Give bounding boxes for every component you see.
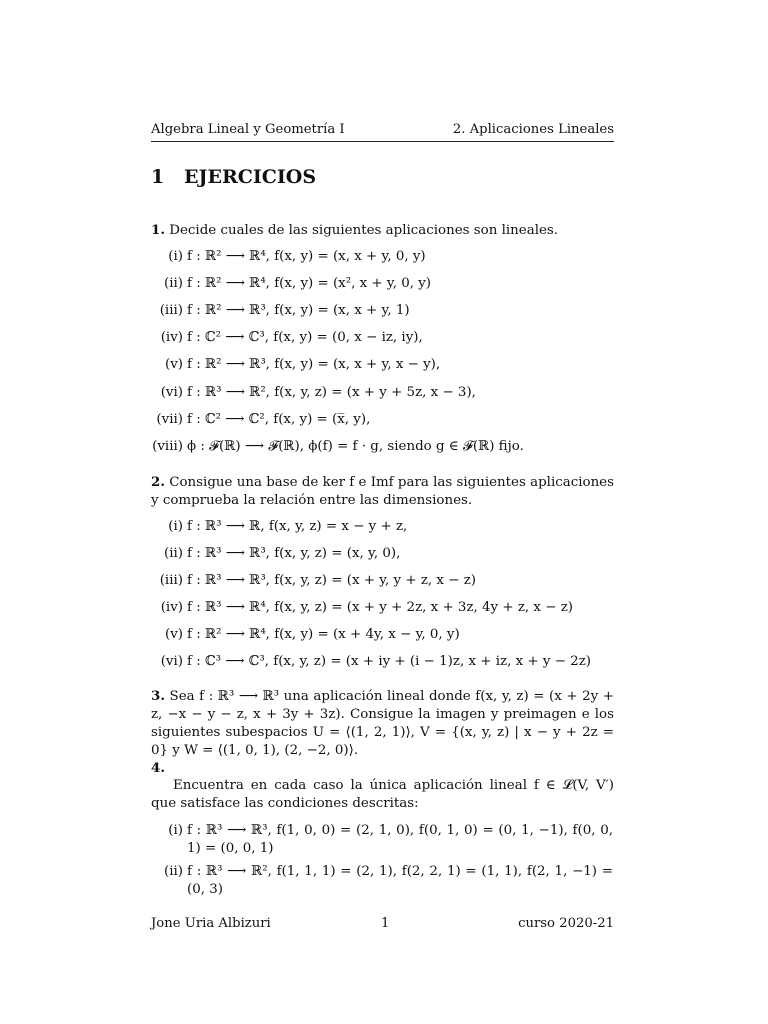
- exercise-4-number: 4.: [151, 760, 165, 776]
- exercise-3-text: Sea f : ℝ³ ⟶ ℝ³ una aplicación lineal donde f(x, y, z) = (x + 2y + z, −x − y − z, x + 3y + 3z). Consigue la imagen y preimagen e los siguientes subespacios U = ⟨(1, 2, 1)⟩, V = {(x, y, z) | x − y + 2z = 0} y W = ⟨(1, 0, 1), (2, −2, 0)⟩.: [151, 689, 614, 758]
- item-label: (iv): [160, 600, 183, 615]
- item-text: f : ℝ³ ⟶ ℝ², f(x, y, z) = (x + y + 5z, x − 3),: [187, 385, 476, 400]
- item-label: (vi): [160, 654, 183, 669]
- exercise-3-number: 3.: [151, 688, 165, 704]
- section-heading: [151, 166, 316, 188]
- item-text: f : ℝ³ ⟶ ℝ³, f(1, 0, 0) = (2, 1, 0), f(0, 1, 0) = (0, 1, −1), f(0, 0, 1) = (0, 0, 1): [187, 823, 613, 856]
- item-label: (vii): [156, 412, 183, 427]
- exercise-1-item: [151, 438, 614, 456]
- footer-author: Jone Uria Albizuri: [151, 916, 271, 931]
- exercise-1-item: [151, 302, 614, 320]
- item-text: f : ℂ² ⟶ ℂ³, f(x, y) = (0, x − iz, iy),: [187, 330, 423, 345]
- exercise-4-item: [151, 863, 614, 899]
- item-label: (iv): [160, 330, 183, 345]
- footer-page-number: 1: [381, 916, 390, 931]
- exercise-2-text: Consigue una base de ker f e Imf para las siguientes aplicaciones y comprueba la relación entre las dimensiones.: [151, 475, 614, 508]
- running-header: [151, 122, 614, 137]
- item-label: (ii): [163, 546, 183, 561]
- exercise-2-number: 2.: [151, 474, 165, 490]
- header-rule: [151, 141, 614, 142]
- section-title: EJERCICIOS: [184, 166, 317, 188]
- exercise-2-item: [151, 572, 614, 590]
- item-label: (i): [168, 519, 183, 534]
- exercise-4-statement: [151, 777, 614, 813]
- item-label: (iii): [159, 573, 183, 588]
- item-text: f : ℝ² ⟶ ℝ³, f(x, y) = (x, x + y, x − y),: [187, 357, 441, 372]
- item-text: ϕ : 𝓕(ℝ) ⟶ 𝓕(ℝ), ϕ(f) = f · g, siendo g ∈ 𝓕(ℝ) fijo.: [187, 439, 524, 454]
- exercise-1-item: [151, 329, 614, 347]
- footer-course-year: curso 2020-21: [518, 916, 614, 931]
- header-course-title: Algebra Lineal y Geometría I: [151, 122, 345, 137]
- exercise-2-item: [151, 599, 614, 617]
- exercise-1-statement: [151, 221, 614, 240]
- exercise-1-item: [151, 275, 614, 293]
- exercise-4-text: Encuentra en cada caso la única aplicación lineal f ∈ 𝓛(V, V′) que satisface las condiciones descritas:: [151, 778, 614, 811]
- exercise-1-item: [151, 248, 614, 266]
- item-label: (ii): [163, 864, 183, 879]
- item-text: f : ℂ³ ⟶ ℂ³, f(x, y, z) = (x + iy + (i − 1)z, x + iz, x + y − 2z): [187, 654, 591, 669]
- item-label: (viii): [152, 439, 183, 454]
- exercise-1-number: 1.: [151, 222, 165, 238]
- exercise-1-text: Decide cuales de las siguientes aplicaciones son lineales.: [169, 223, 559, 238]
- item-text: f : ℂ² ⟶ ℂ², f(x, y) = (x̅, y),: [187, 412, 371, 427]
- item-text: f : ℝ³ ⟶ ℝ, f(x, y, z) = x − y + z,: [187, 519, 408, 534]
- exercise-1-item: [151, 356, 614, 374]
- exercise-1-item: [151, 384, 614, 402]
- exercise-4-item: [151, 822, 614, 858]
- item-label: (vi): [160, 385, 183, 400]
- exercise-2-statement: [151, 473, 614, 510]
- section-number: 1: [151, 166, 165, 188]
- exercise-2-item: [151, 518, 614, 536]
- item-label: (i): [168, 249, 183, 264]
- exercise-2-item: [151, 545, 614, 563]
- item-text: f : ℝ³ ⟶ ℝ³, f(x, y, z) = (x + y, y + z, x − z): [187, 573, 476, 588]
- exercise-3-statement: [151, 687, 614, 760]
- exercise-4-number-line: [151, 759, 614, 778]
- item-label: (v): [164, 357, 183, 372]
- item-text: f : ℝ² ⟶ ℝ⁴, f(x, y) = (x + 4y, x − y, 0, y): [187, 627, 460, 642]
- item-label: (v): [164, 627, 183, 642]
- item-label: (iii): [159, 303, 183, 318]
- item-label: (ii): [163, 276, 183, 291]
- header-chapter-title: 2. Aplicaciones Lineales: [452, 122, 614, 137]
- item-text: f : ℝ³ ⟶ ℝ³, f(x, y, z) = (x, y, 0),: [187, 546, 401, 561]
- item-text: f : ℝ² ⟶ ℝ⁴, f(x, y) = (x, x + y, 0, y): [187, 249, 426, 264]
- item-text: f : ℝ² ⟶ ℝ⁴, f(x, y) = (x², x + y, 0, y): [187, 276, 432, 291]
- exercise-2-item: [151, 653, 614, 671]
- item-text: f : ℝ² ⟶ ℝ³, f(x, y) = (x, x + y, 1): [187, 303, 410, 318]
- item-text: f : ℝ³ ⟶ ℝ², f(1, 1, 1) = (2, 1), f(2, 2, 1) = (1, 1), f(2, 1, −1) = (0, 3): [187, 864, 613, 897]
- item-text: f : ℝ³ ⟶ ℝ⁴, f(x, y, z) = (x + y + 2z, x + 3z, 4y + z, x − z): [187, 600, 573, 615]
- item-label: (i): [168, 823, 183, 838]
- exercise-2-item: [151, 626, 614, 644]
- exercise-1-item: [151, 411, 614, 429]
